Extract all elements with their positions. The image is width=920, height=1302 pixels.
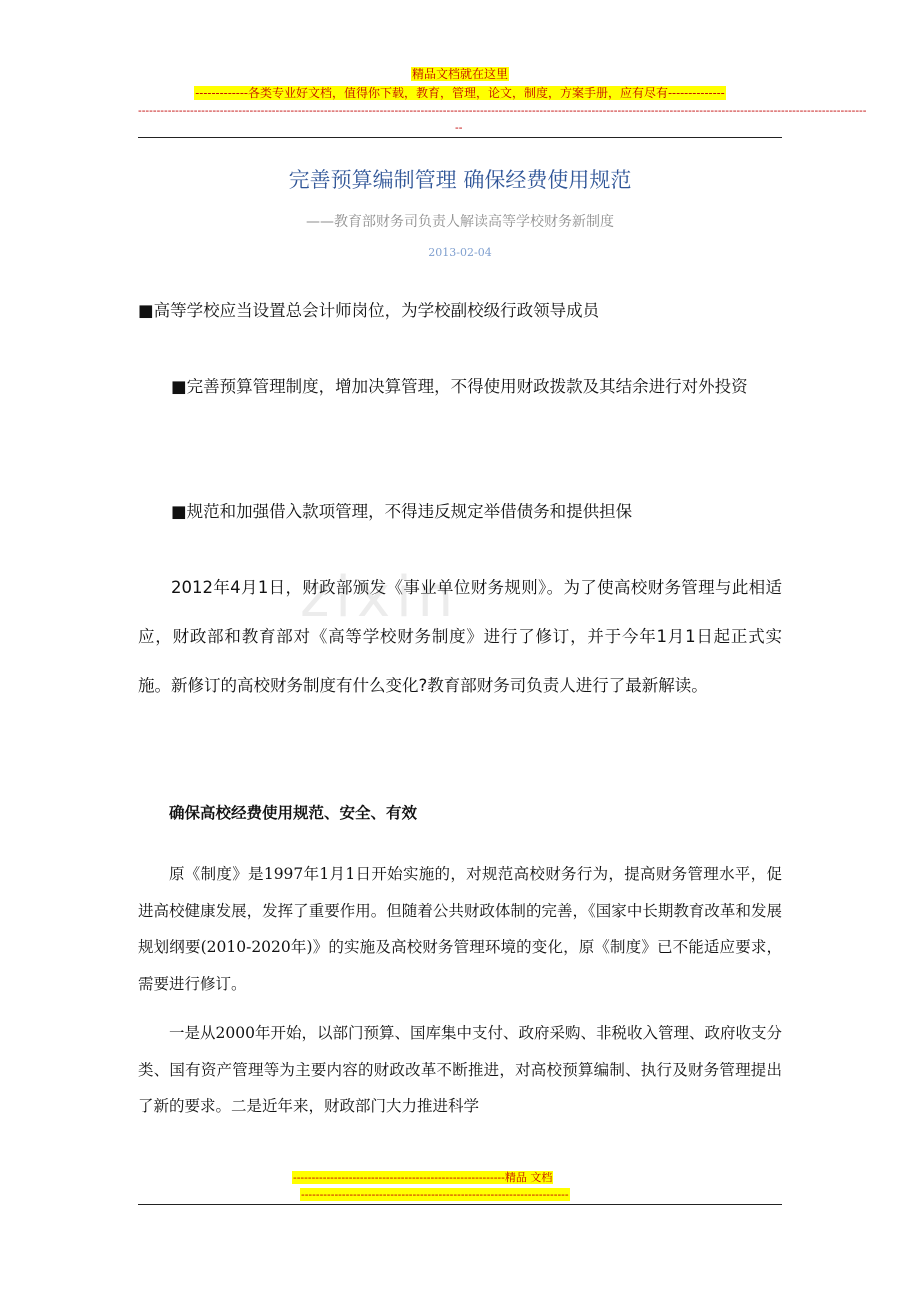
bullet-item-2: ■完善预算管理制度，增加决算管理，不得使用财政拨款及其结余进行对外投资	[171, 377, 748, 396]
body-paragraph-1: 原《制度》是1997年1月1日开始实施的，对规范高校财务行为，提高财务管理水平，促进高校健康发展，发挥了重要作用。但随着公共财政体制的完善，《国家中长期教育改革和发展规划纲要(2010-2020年)》的实施及高校财务管理环境的变化，原《制度》已不能适应要求，需要进行修订。	[138, 865, 782, 993]
footer-rule	[138, 1204, 782, 1205]
body-paragraph-2: 一是从2000年开始，以部门预算、国库集中支付、政府采购、非税收入管理、政府收支分类、国有资产管理等为主要内容的财政改革不断推进，对高校预算编制、执行及财务管理提出了新的要求。二是近年来，财政部门大力推进科学	[138, 1024, 782, 1115]
header-dashes: ----------------------------------------------------------------------------------------------------------------------------------------------------------------------------------------------------	[138, 104, 867, 117]
article-subtitle: ——教育部财务司负责人解读高等学校财务新制度	[306, 214, 614, 230]
bullet-item-1: ■高等学校应当设置总会计师岗位，为学校副校级行政领导成员	[138, 301, 600, 320]
section-heading: 确保高校经费使用规范、安全、有效	[169, 804, 418, 822]
header-tagline-text: -------------各类专业好文档，值得你下载，教育，管理，论文，制度，方案手册，应有尽有--------------	[195, 86, 725, 100]
watermark: zixin	[300, 565, 460, 630]
header-dashes-tail: --	[455, 121, 463, 134]
intro-paragraph: 2012年4月1日，财政部颁发《事业单位财务规则》。为了使高校财务管理与此相适应，财政部和教育部对《高等学校财务制度》进行了修订，并于今年1月1日起正式实施。新修订的高校财务制度有什么变化?教育部财务司负责人进行了最新解读。	[138, 578, 782, 695]
header-rule	[138, 137, 782, 138]
header-top-label	[0, 66, 920, 82]
footer-dashes	[300, 1187, 620, 1202]
article-title: 完善预算编制管理 确保经费使用规范	[288, 168, 632, 192]
bullet-item-3: ■规范和加强借入款项管理，不得违反规定举借债务和提供担保	[171, 502, 633, 521]
header-tagline	[0, 85, 920, 101]
header-top-label-text: 精品文档就在这里	[411, 67, 508, 81]
footer-dashes-text: ------------------------------------------------------------------------	[301, 1188, 569, 1201]
footer-label	[292, 1170, 628, 1185]
article-date: 2013-02-04	[428, 246, 492, 259]
footer-label-text: ---------------------------------------------------------精品 文档	[293, 1171, 553, 1184]
